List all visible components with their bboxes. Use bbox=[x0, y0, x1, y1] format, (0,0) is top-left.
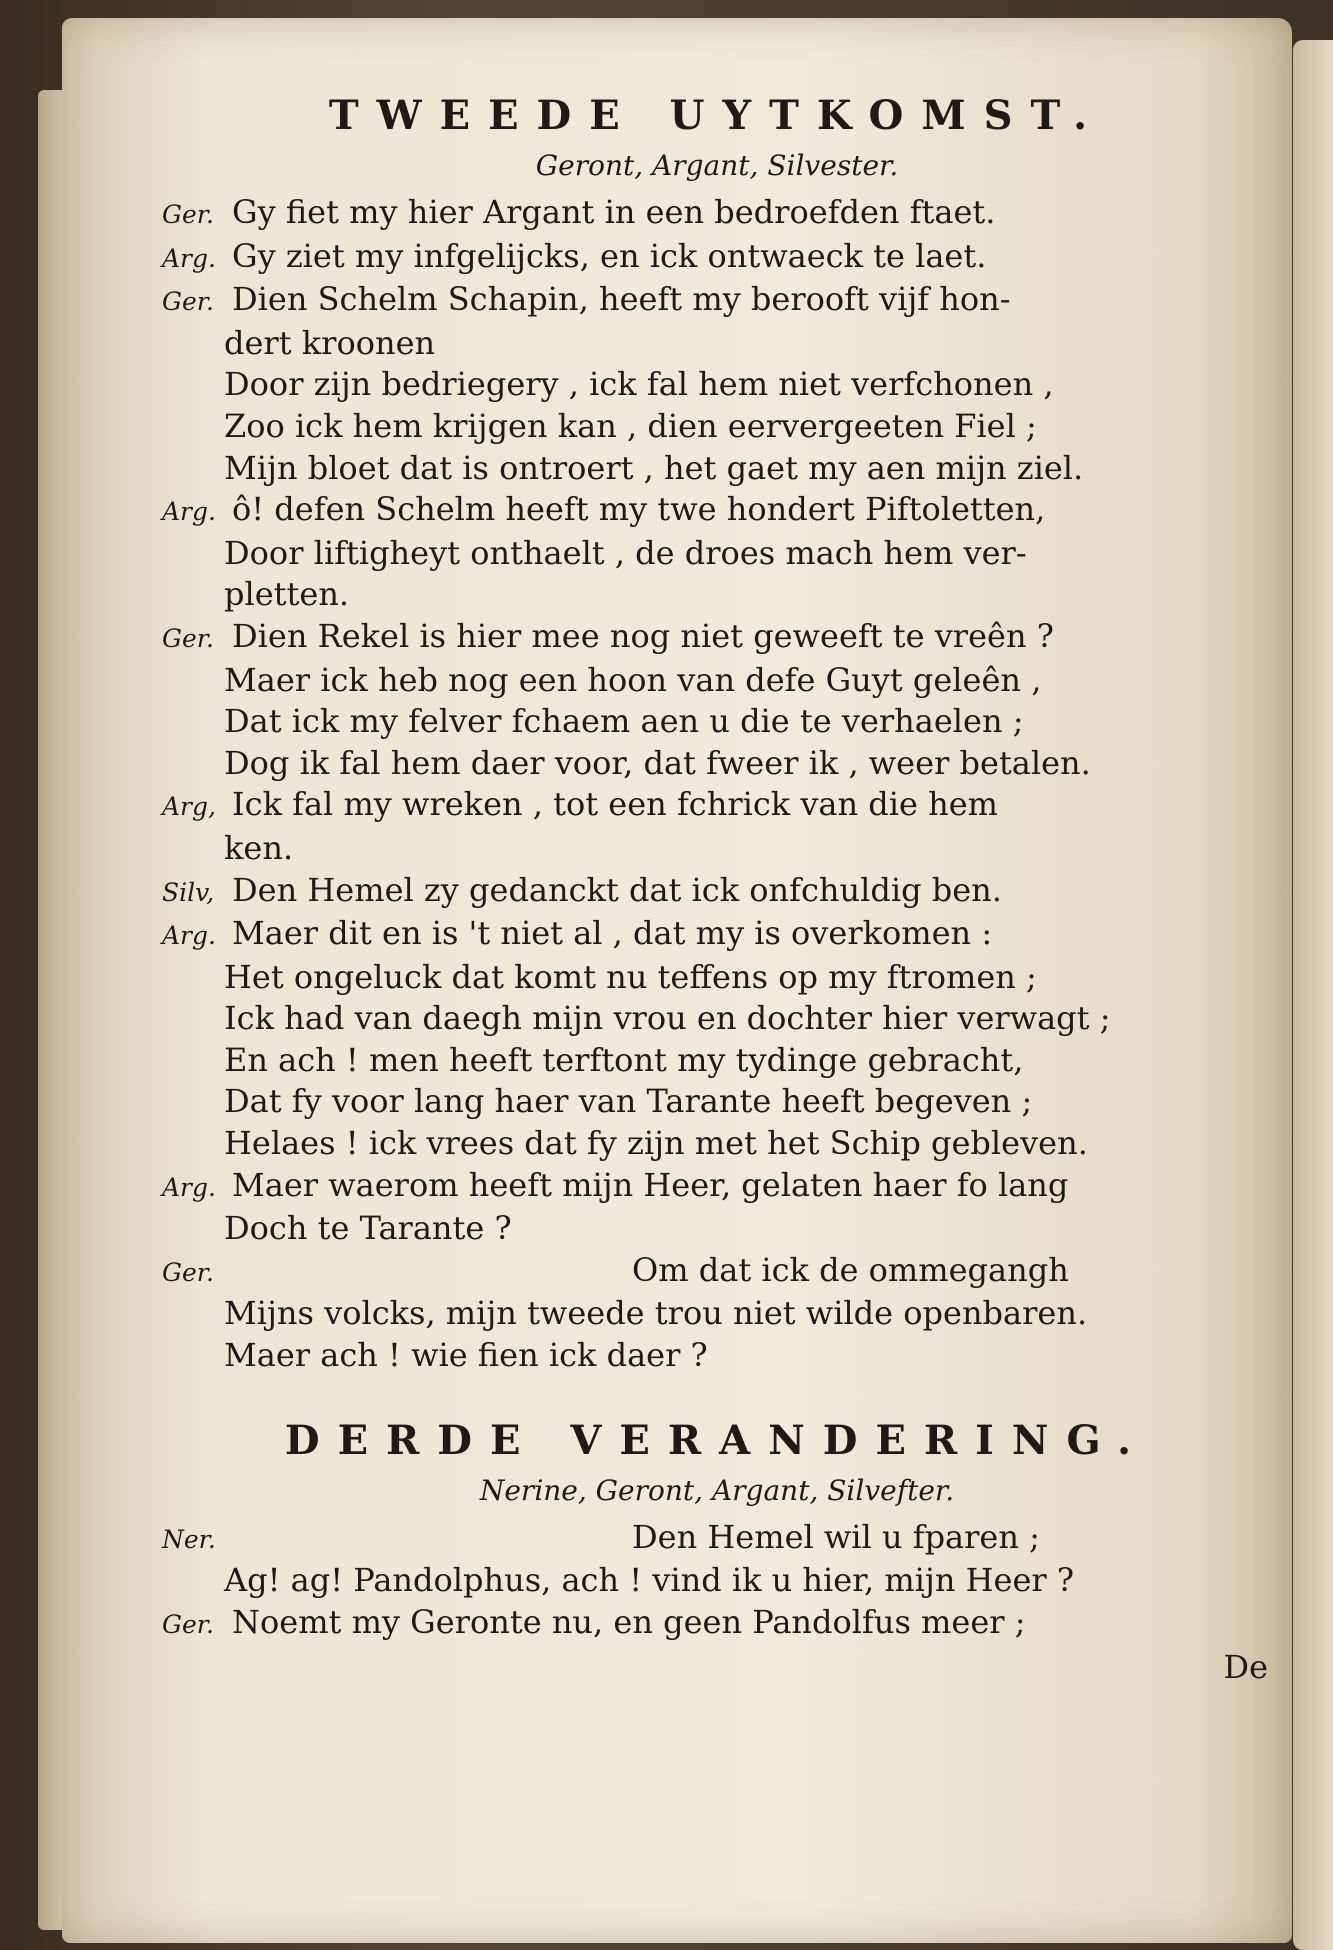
verse-text: Maer ach ! wie fien ick daer ? bbox=[224, 1336, 708, 1375]
verse-line bbox=[162, 913, 1272, 957]
verse-text: Dien Schelm Schapin, heeft my berooft vijf hon- bbox=[232, 280, 1011, 319]
verse-line bbox=[162, 448, 1272, 490]
cast-list-2: Nerine, Geront, Argant, Silvefter. bbox=[479, 1473, 955, 1507]
verse-line bbox=[162, 236, 1272, 280]
verse-text: pletten. bbox=[224, 575, 350, 614]
verse-text: Dat fy voor lang haer van Tarante heeft begeven ; bbox=[224, 1082, 1033, 1121]
verse-text: Helaes ! ick vrees dat fy zijn met het Schip gebleven. bbox=[224, 1124, 1088, 1163]
verse-text: Ick fal my wreken , tot een fchrick van die hem bbox=[232, 785, 998, 824]
verse-text: Maer waerom heeft mijn Heer, gelaten haer fo lang bbox=[232, 1165, 1069, 1204]
verse-line bbox=[162, 279, 1272, 323]
verse-text: ken. bbox=[224, 828, 294, 867]
verse-text: Maer ick heb nog een hoon van defe Guyt geleên , bbox=[224, 660, 1042, 699]
verse-text: En ach ! men heeft terftont my tydinge gebracht, bbox=[224, 1040, 1024, 1079]
verse-line bbox=[162, 701, 1272, 743]
book-page bbox=[62, 18, 1292, 1943]
verse-line bbox=[162, 1081, 1272, 1123]
verse-line bbox=[162, 1293, 1272, 1335]
speaker-label: Ger. bbox=[162, 623, 214, 653]
speaker-label: Silv, bbox=[162, 877, 215, 907]
verse-text: Maer dit en is 't niet al , dat my is overkomen : bbox=[232, 914, 993, 953]
verse-line bbox=[162, 1040, 1272, 1082]
verse-line bbox=[162, 660, 1272, 702]
scene-heading: TWEEDE UYTKOMST. bbox=[328, 92, 1106, 139]
verse-line bbox=[162, 998, 1272, 1040]
verse-line bbox=[162, 870, 1272, 914]
verse-text: Door zijn bedriegery , ick fal hem niet verfchonen , bbox=[224, 365, 1054, 404]
verse-line bbox=[162, 828, 1272, 870]
speaker-label: Ner. bbox=[162, 1524, 216, 1554]
verse-line bbox=[162, 1208, 1272, 1250]
verse-text: Ick had van daegh mijn vrou en dochter hier verwagt ; bbox=[224, 999, 1111, 1038]
verse-line bbox=[162, 616, 1272, 660]
speaker-label: Ger. bbox=[162, 1609, 214, 1639]
verse-line bbox=[162, 1335, 1272, 1377]
verse-text: Ag! ag! Pandolphus, ach ! vind ik u hier, mijn Heer ? bbox=[224, 1561, 1075, 1600]
verse-line bbox=[162, 192, 1272, 236]
speaker-label: Arg. bbox=[162, 243, 216, 273]
verse-line bbox=[162, 1123, 1272, 1165]
scene-gap bbox=[162, 1377, 1272, 1415]
verse-text: Het ongeluck dat komt nu teffens op my ftromen ; bbox=[224, 957, 1037, 996]
verse-text: Dog ik fal hem daer voor, dat fweer ik , weer betalen. bbox=[224, 743, 1091, 782]
verse-text: Den Hemel wil u fparen ; bbox=[632, 1517, 1040, 1556]
verse-text: dert kroonen bbox=[224, 323, 436, 362]
catchword: De bbox=[1223, 1648, 1268, 1687]
speaker-label: Arg. bbox=[162, 1172, 216, 1202]
verse-text: Dat ick my felver fchaem aen u die te verhaelen ; bbox=[224, 702, 1024, 741]
scene-heading-2: DERDE VERANDERING. bbox=[284, 1416, 1150, 1464]
verse-text: Door liftigheyt onthaelt , de droes mach hem ver- bbox=[224, 533, 1027, 572]
verse-text: Mijn bloet dat is ontroert , het gaet my aen mijn ziel. bbox=[224, 448, 1084, 487]
verse-line bbox=[162, 1165, 1272, 1209]
verse-text: Dien Rekel is hier mee nog niet geweeft te vreên ? bbox=[232, 616, 1054, 655]
cast-list: Geront, Argant, Silvester. bbox=[535, 149, 899, 182]
verse-line bbox=[162, 533, 1272, 575]
verse-line bbox=[162, 1602, 1272, 1646]
verse-line bbox=[162, 323, 1272, 365]
facing-page-edge bbox=[1293, 40, 1333, 1950]
verse-text: Om dat ick de ommegangh bbox=[632, 1250, 1069, 1289]
speaker-label: Arg, bbox=[162, 792, 216, 822]
verse-text: Mijns volcks, mijn tweede trou niet wilde openbaren. bbox=[224, 1294, 1088, 1333]
speaker-label: Ger. bbox=[162, 200, 214, 229]
verse-line bbox=[162, 1250, 1272, 1294]
verse-text: Gy ziet my infgelijcks, en ick ontwaeck te laet. bbox=[232, 236, 987, 275]
verse-line bbox=[162, 784, 1272, 828]
dialogue-block-2 bbox=[162, 1517, 1272, 1646]
verse-line bbox=[162, 489, 1272, 533]
verse-text: Noemt my Geronte nu, en geen Pandolfus meer ; bbox=[232, 1602, 1026, 1641]
speaker-label: Arg. bbox=[162, 497, 216, 527]
verse-text: Doch te Tarante ? bbox=[224, 1209, 512, 1248]
verse-line bbox=[162, 574, 1272, 616]
speaker-label: Arg. bbox=[162, 921, 216, 951]
verse-text: Zoo ick hem krijgen kan , dien eervergeeten Fiel ; bbox=[224, 406, 1037, 445]
verse-line bbox=[162, 406, 1272, 448]
verse-line bbox=[162, 1517, 1272, 1561]
page-text bbox=[162, 90, 1272, 1687]
verse-line bbox=[162, 957, 1272, 999]
verse-text: Den Hemel zy gedanckt dat ick onfchuldig ben. bbox=[232, 870, 1002, 909]
verse-line bbox=[162, 1560, 1272, 1602]
verse-text: ô! defen Schelm heeft my twe hondert Piftoletten, bbox=[232, 490, 1046, 529]
speaker-label: Ger. bbox=[162, 287, 214, 317]
verse-text: Gy fiet my hier Argant in een bedroefden ftaet. bbox=[232, 193, 996, 231]
dialogue-block bbox=[162, 192, 1272, 1377]
verse-line bbox=[162, 743, 1272, 785]
verse-line bbox=[162, 364, 1272, 406]
speaker-label: Ger. bbox=[162, 1257, 214, 1287]
